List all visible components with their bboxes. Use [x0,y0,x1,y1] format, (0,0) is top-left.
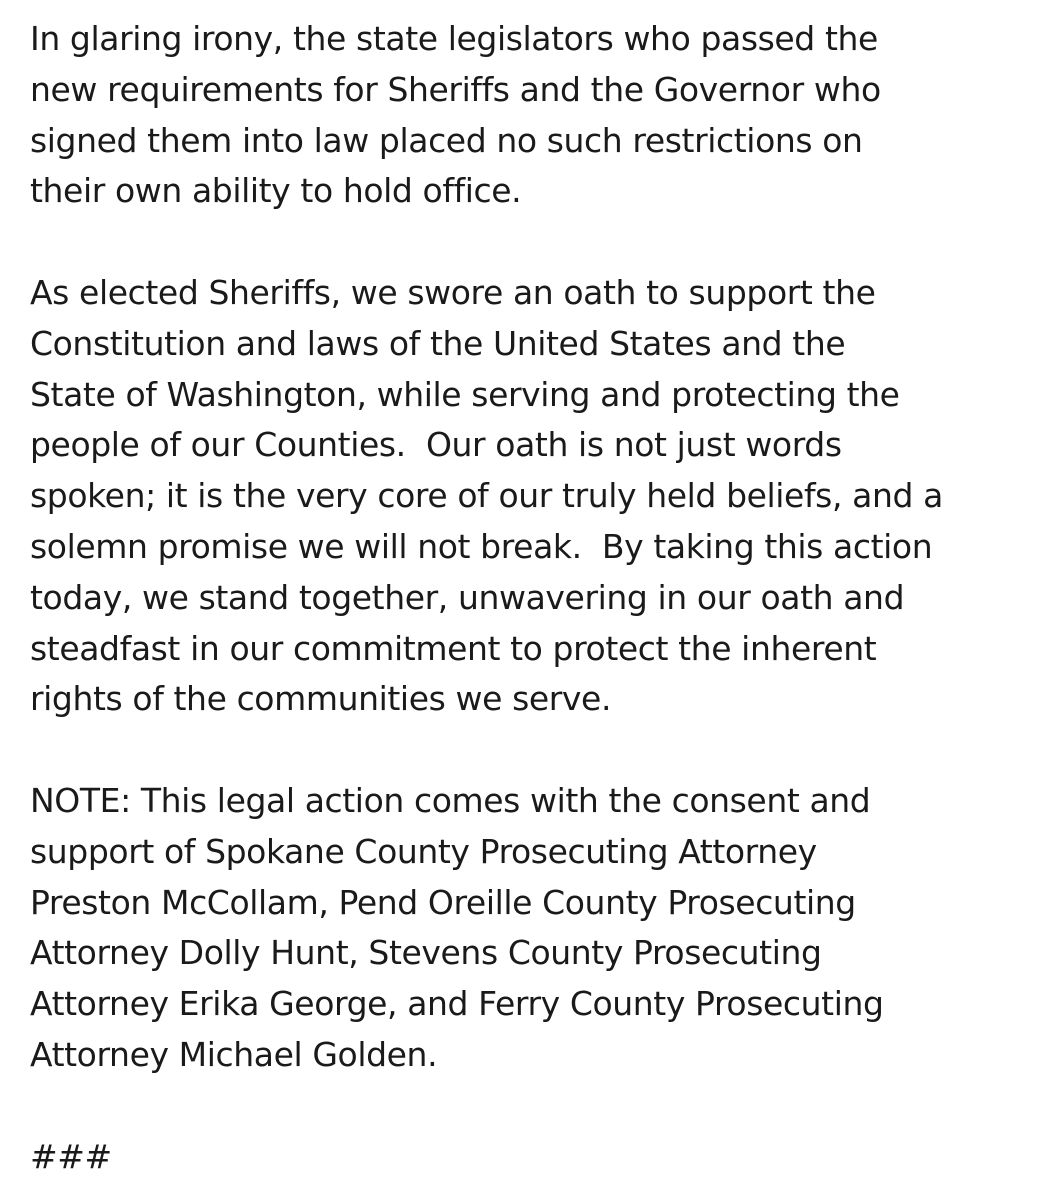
text-line: Attorney Michael Golden. [30,1034,438,1074]
text-line: Attorney Erika George, and Ferry County Prosecuting [30,984,884,1024]
text-line: ### [30,1136,112,1176]
text-line: In glaring irony, the state legislators who passed the [30,19,878,58]
text-line: new requirements for Sheriffs and the Governor who [30,69,881,109]
text-line: spoken; it is the very core of our truly held beliefs, and a [30,476,943,516]
text-line: steadfast in our commitment to protect the inherent [30,628,877,668]
text-line: As elected Sheriffs, we swore an oath to support the [30,272,876,312]
paragraph-note [30,776,1020,1081]
text-line: NOTE: This legal action comes with the consent and [30,780,871,820]
paragraph-oath [30,268,1020,725]
end-marker [30,1132,1020,1183]
text-line: Attorney Dolly Hunt, Stevens County Prosecuting [30,933,822,973]
paragraph-irony [30,14,1020,217]
text-line: solemn promise we will not break. By taking this action [30,526,933,566]
text-line: their own ability to hold office. [30,171,522,211]
text-line: signed them into law placed no such restrictions on [30,120,863,160]
text-line: Constitution and laws of the United States and the [30,323,846,363]
text-line: Preston McCollam, Pend Oreille County Prosecuting [30,882,856,922]
text-line: rights of the communities we serve. [30,679,612,719]
text-line: State of Washington, while serving and protecting the [30,374,900,414]
text-line: people of our Counties. Our oath is not just words [30,425,842,465]
text-line: support of Spokane County Prosecuting Attorney [30,831,817,871]
text-line: today, we stand together, unwavering in our oath and [30,577,905,617]
document-body [30,14,1020,1182]
